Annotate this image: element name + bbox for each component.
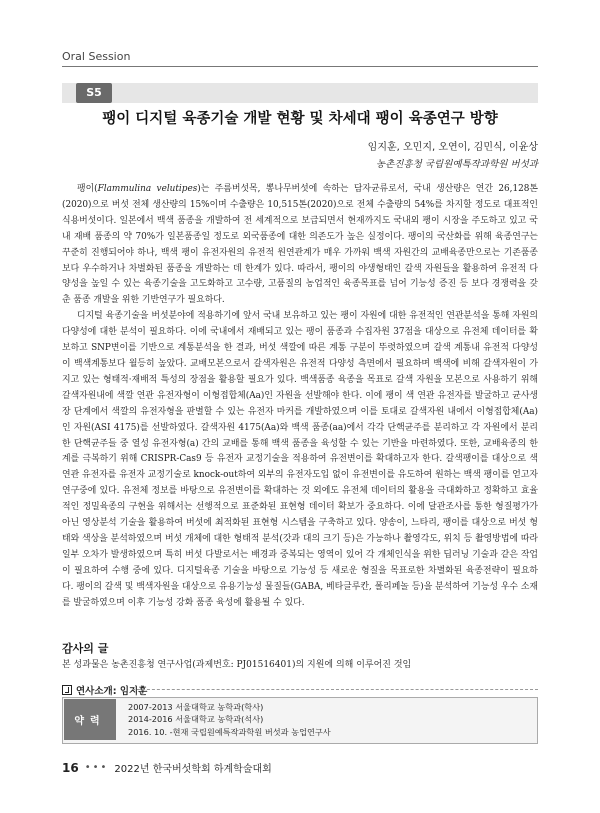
career-list [128,701,331,738]
page-footer [62,760,272,775]
page-number: 16 [62,760,79,775]
presenter-heading-text: 연사소개: 임지훈 [76,686,148,697]
session-code-badge: S5 [76,83,112,103]
abstract-paragraph-1: 팽이(Flammulina velutipes)는 주름버섯목, 뽕나무버섯에 속하는 담자균류로서, 국내 생산량은 연간 26,128톤(2020)으로 버섯 전체 생산량의 15%이며 수출량은 10,515톤(2020)으로 전체 수출량의 54%를 차지할 정도로 대표적인 식용버섯이다. 일본에서 백색 품종을 개발하여 전 세계적으로 보급되면서 현재까지도 국내외 팽이 시장을 주도하고 있고 국내 재배 품종의 약 70%가 일본품종일 정도로 외국품종에 대한 의존도가 높은 실정이다. 팽이의 국산화를 위해 육종연구는 꾸준히 진행되어야 하나, 백색 팽이 유전자원의 유전적 원연관계가 매우 가까워 백색 자원간의 교배육종만으로는 기존품종보다 우수하거나 차별화된 품종을 개발하는 데 한계가 있다. 따라서, 팽이의 야생형태인 갈색 자원들을 활용하여 유전적 다양성을 높일 수 있는 육종기술을 고도화하고 고수량, 고품질의 농업적인 육종목표를 넘어 기능성 증진 등 보다 경쟁력을 갖춘 품종 개발을 위한 기반연구가 필요하다. [62,184,538,306]
header-divider [62,66,538,67]
session-strip [62,83,538,103]
career-item: 2016. 10. -현재 국립원예특작과학원 버섯과 농업연구사 [128,726,331,737]
career-item: 2007-2013 서울대학교 농학과(학사) [128,702,264,712]
presenter-divider [132,689,538,690]
conference-name: 2022년 한국버섯학회 하계학술대회 [114,764,272,775]
scientific-name: Flammulina velutipes [97,184,198,194]
abstract-title: 팽이 디지털 육종기술 개발 현황 및 차세대 팽이 육종연구 방향 [102,111,498,127]
presenter-heading [62,683,147,697]
session-type-label: Oral Session [62,50,131,63]
acknowledgement-text: 본 성과물은 농촌진흥청 연구사업(과제번호: PJ01516401)의 지원에 의해 이루어진 것임 [62,660,412,670]
acknowledgement-heading: 감사의 글 [62,642,109,655]
abstract-paragraph-2: 디지털 육종기술을 버섯분야에 적용하기에 앞서 국내 보유하고 있는 팽이 자원에 대한 유전적인 연관분석을 통해 자원의 다양성에 대한 분석이 필요하다. 이에 국내에서 재배되고 있는 팽이 품종과 수집자원 37점을 대상으로 유전체 데이터를 확보하고 SNP변이를 기반으로 계통분석을 한 결과, 버섯 색깔에 따른 계통 구분이 뚜렷하였으며 갈색 계통내 유전적 다양성이 백색계통보다 월등히 높았다. 교배모본으로서 갈색자원은 유전적 다양성 측면에서 필요하며 백색에 비해 갈색자원이 가지고 있는 형태적·재배적 특성의 장점을 활용할 필요가 있다. 백색품종 육종을 목표로 갈색 자원을 모본으로 사용하기 위해 갈색자원내에 색깔 연관 유전자형이 이형접합체(Aa)인 자원을 선발해야 한다. 이에 팽이 색 연관 유전자를 발굴하고 균사생장 단계에서 색깔의 유전자형을 판별할 수 있는 유전자 마커를 개발하였으며 이를 토대로 갈색자원 내에서 이형접합체(Aa)인 자원(ASI 4175)를 선발하였다. 갈색자원 4175(Aa)와 백색 품종(aa)에서 각각 단핵균주를 분리하고 각 자원에서 분리한 단핵균주들 중 열성 유전자형(a) 간의 교배를 통해 백색 품종을 육성할 수 있는 기반을 마련하였다. 또한, 교배육종의 한계를 극복하기 위해 CRISPR-Cas9 등 유전자 교정기술을 적용하여 유전변이를 확대하고자 한다. 갈색팽이를 대상으로 색 연관 유전자를 유전자 교정기술로 knock-out하여 외부의 유전자도입 없이 유전변이를 유도하여 원하는 백색 팽이를 얻고자 연구중에 있다. 유전체 정보를 바탕으로 유전변이를 확대하는 것 외에도 유전체 데이터의 활용을 극대화하고 정확하고 효율적인 정밀육종의 구현을 위해서는 선행적으로 표준화된 표현형 데이터 확보가 중요하다. 이에 달관조사를 통한 형질평가가 아닌 영상분석 기술을 활용하여 버섯에 최적화된 표현형 시스템을 구축하고 있다. 양송이, 느타리, 팽이를 대상으로 버섯 형태와 색상을 분석하였으며 버섯 개체에 대한 형태적 분석(갓과 대의 크기 등)은 가능하나 촬영각도, 위치 등 촬영방법에 따라 일부 오차가 발생하였으며 특히 버섯 다발로서는 배경과 중복되는 영역이 있어 각 개체인식을 위한 딥러닝 기술과 같은 작업이 필요하여 수행 중에 있다. 디지털육종 기술을 바탕으로 기능성 등 새로운 형질을 목표로한 차별화된 육종전략이 필요하다. 팽이의 갈색 및 백색자원을 대상으로 유용기능성 물질들(GABA, 베타글루칸, 폴리페놀 등)을 분석하여 기능성 우수 소재를 발굴하였으며 이후 기능성 강화 품종 육성에 활용될 수 있다. [62,311,538,608]
checkbox-arrow-icon [62,685,72,695]
abstract-body [62,182,538,611]
author-list: 임지훈, 오민지, 오연이, 김민식, 이윤상 [367,142,538,153]
career-label: 약력 [64,699,116,740]
affiliation: 농촌진흥청 국립원예특작과학원 버섯과 [375,159,538,170]
footer-dots: ••• [84,762,109,773]
career-item: 2014-2016 서울대학교 농학과(석사) [128,714,264,725]
